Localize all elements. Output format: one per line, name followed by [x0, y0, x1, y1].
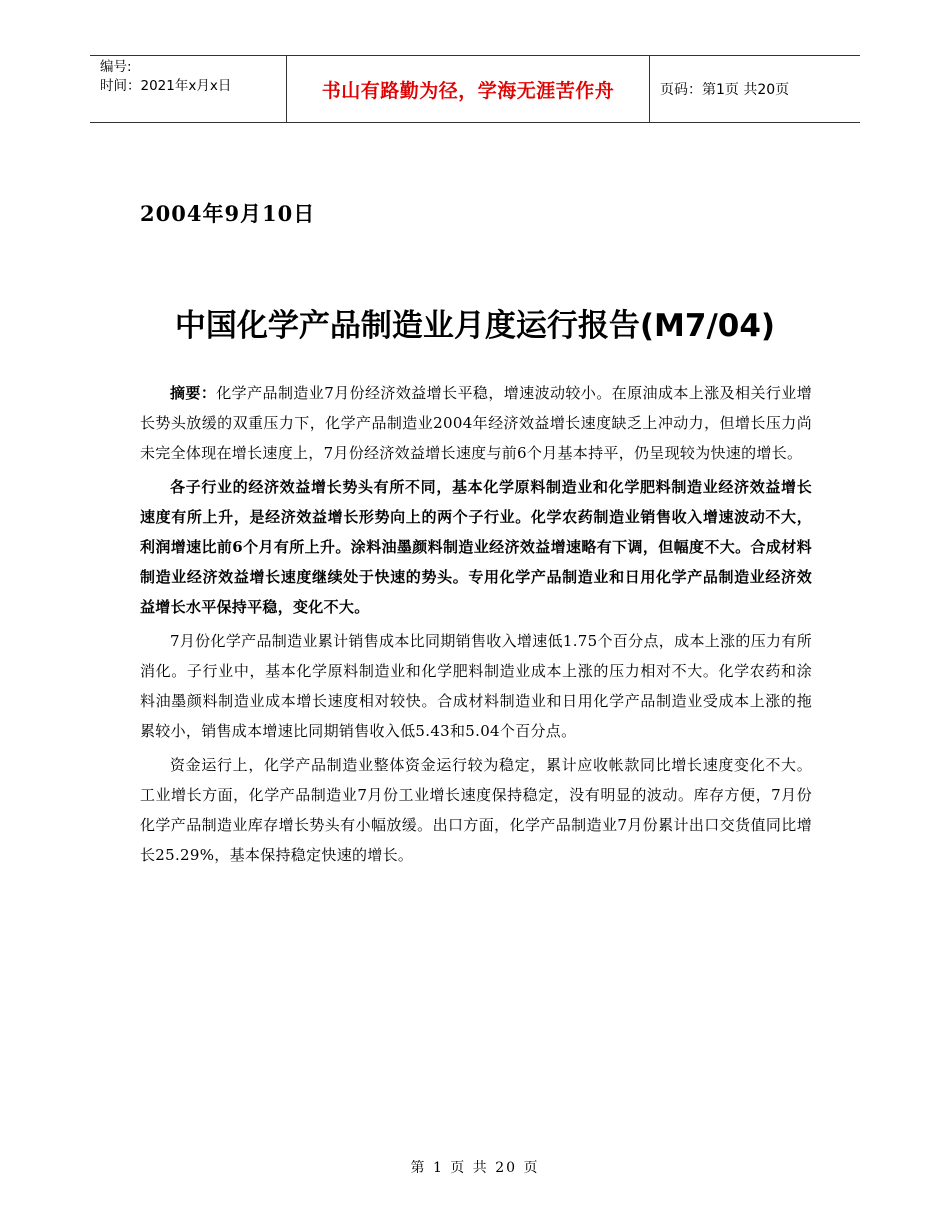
report-body: [140, 378, 812, 874]
abstract-label: 摘要：: [170, 384, 217, 402]
abstract-paragraph: [140, 378, 812, 468]
document-time-label: 时间：2021年x月x日: [100, 78, 232, 94]
report-title: 中国化学产品制造业月度运行报告(M7/04): [174, 308, 776, 344]
body-paragraph: 7月份化学产品制造业累计销售成本比同期销售收入增速低1.75个百分点，成本上涨的压力有所消化。子行业中，基本化学原料制造业和化学肥料制造业成本上涨的压力相对不大。化学农药和涂料油墨颜料制造业成本增长速度相对较快。合成材料制造业和日用化学产品制造业受成本上涨的拖累较小，销售成本增速比同期销售收入低5.43和5.04个百分点。: [140, 632, 812, 740]
page-footer: 第 1 页 共 20 页: [410, 1160, 540, 1176]
header-motto: 书山有路勤为径，学海无涯苦作舟: [286, 56, 650, 122]
body-paragraph: 资金运行上，化学产品制造业整体资金运行较为稳定，累计应收帐款同比增长速度变化不大。工业增长方面，化学产品制造业7月份工业增长速度保持稳定，没有明显的波动。库存方便，7月份化学产品制造业库存增长势头有小幅放缓。出口方面，化学产品制造业7月份累计出口交货值同比增长25.29%，基本保持稳定快速的增长。: [140, 756, 812, 864]
abstract-text: 化学产品制造业7月份经济效益增长平稳，增速波动较小。在原油成本上涨及相关行业增长势头放缓的双重压力下，化学产品制造业2004年经济效益增长速度缺乏上冲动力，但增长压力尚未完全体现在增长速度上，7月份经济效益增长速度与前6个月基本持平，仍呈现较为快速的增长。: [140, 384, 813, 462]
body-paragraph: 各子行业的经济效益增长势头有所不同，基本化学原料制造业和化学肥料制造业经济效益增长速度有所上升，是经济效益增长形势向上的两个子行业。化学农药制造业销售收入增速波动不大，利润增速比前6个月有所上升。涂料油墨颜料制造业经济效益增速略有下调，但幅度不大。合成材料制造业经济效益增长速度继续处于快速的势头。专用化学产品制造业和日用化学产品制造业经济效益增长水平保持平稳，变化不大。: [140, 478, 812, 616]
page-header: [90, 55, 860, 123]
report-date: 2004年9月10日: [140, 201, 316, 226]
header-meta: [90, 56, 286, 122]
header-page-info: 页码：第1页 共20页: [660, 82, 790, 98]
document-number-label: 编号:: [100, 59, 132, 75]
